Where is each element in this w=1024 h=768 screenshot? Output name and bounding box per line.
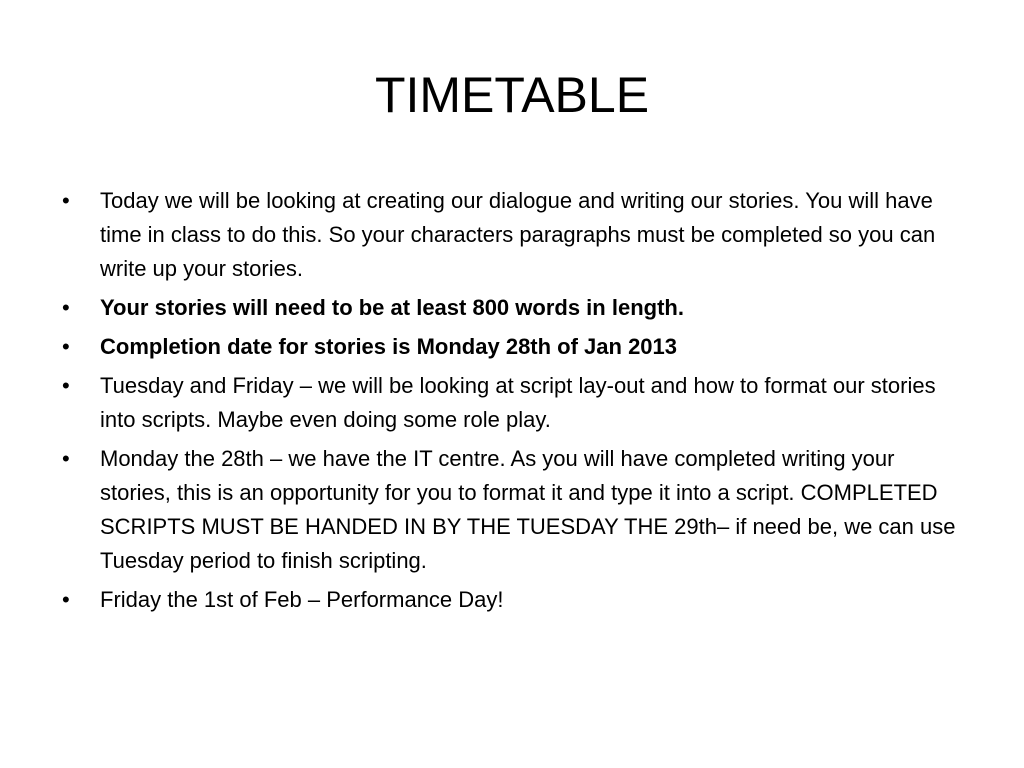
bullet-text: Friday the 1st of Feb – Performance Day! (100, 587, 504, 612)
bullet-text: Tuesday and Friday – we will be looking at script lay-out and how to format our stories into scripts. Maybe even doing some role play. (100, 373, 936, 432)
bullet-text: Your stories will need to be at least 800 words in length. (100, 295, 684, 320)
bullet-icon: • (62, 446, 70, 471)
bullet-list (62, 184, 962, 622)
bullet-item-word-count (62, 291, 962, 325)
bullet-icon: • (62, 373, 70, 398)
bullet-icon: • (62, 188, 70, 213)
bullet-icon: • (62, 587, 70, 612)
bullet-item-tuesday-friday (62, 369, 962, 437)
bullet-text: Today we will be looking at creating our dialogue and writing our stories. You will have time in class to do this. So your characters paragraphs must be completed so you can write up your stories. (100, 188, 936, 281)
bullet-icon: • (62, 334, 70, 359)
bullet-item-it-centre (62, 442, 962, 578)
bullet-text: Monday the 28th – we have the IT centre. As you will have completed writing your stories, this is an opportunity for you to format it and type it into a script. COMPLETED SCRIPTS MUST BE HANDED IN BY THE TUESDAY THE 29th– if need be, we can use Tuesday period to finish scripting. (100, 446, 956, 573)
bullet-item-completion-date (62, 330, 962, 364)
slide-title: TIMETABLE (374, 67, 650, 123)
bullet-icon: • (62, 295, 70, 320)
bullet-item-dialogue (62, 184, 962, 286)
bullet-item-performance-day (62, 583, 962, 617)
bullet-text: Completion date for stories is Monday 28th of Jan 2013 (100, 334, 678, 359)
